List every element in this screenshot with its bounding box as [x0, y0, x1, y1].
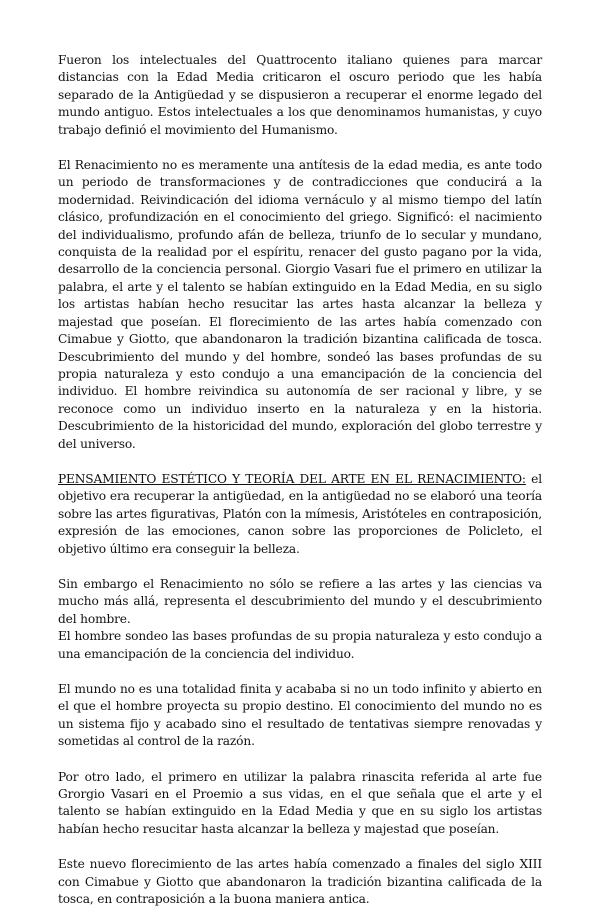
paragraph-mundo: El mundo no es una totalidad finita y acababa si no un todo infinito y abierto en el que el hombre proyecta su propio destino. El conocimiento del mundo no es un sistema fijo y acabado sino el resultado de tentativas siempre renovadas y sometidas al control de la razón. [58, 682, 542, 749]
section-text: el objetivo era recuperar la antigüedad, en la antigüedad no se elaboró una teoría sobre las artes figurativas, Platón con la mímesis, Aristóteles en contraposición, expresión de las emociones, canon sobre las proporciones de Policleto, el objetivo último era conseguir la belleza. [58, 471, 542, 556]
paragraph-descubrimiento: Sin embargo el Renacimiento no sólo se refiere a las artes y las ciencias va mucho más allá, representa el descubrimiento del mundo y el descubrimiento del hombre. [58, 576, 542, 626]
paragraph-humanistas: Fueron los intelectuales del Quattrocento italiano quienes para marcar distancias con la Edad Media criticaron el oscuro periodo que les había separado de la Antigüedad y se dispusieron a recuperar el enorme legado del mundo antiguo. Estos intelectuales a los que denominamos humanistas, y cuyo trabajo definió el movimiento del Humanismo. [58, 53, 542, 137]
paragraph-hombre: El hombre sondeo las bases profundas de su propia naturaleza y esto condujo a una emancipación de la conciencia del individuo. [58, 629, 542, 661]
paragraph-renacimiento: El Renacimiento no es meramente una antítesis de la edad media, es ante todo un periodo de transformaciones y de contradicciones que conducirá a la modernidad. Reivindicación del idioma vernáculo y al mismo tiempo del latín clásico, profundización en el conocimiento del griego. Significó: el nacimiento del individualismo, profundo afán de belleza, triunfo de lo secular y mundano, conquista de la realidad por el espíritu, renacer del gusto pagano por la vida, desarrollo de la conciencia personal. Giorgio Vasari fue el primero en utilizar la palabra, el arte y el talento se habían extinguido en la Edad Media, en su siglo los artistas habían hecho resucitar las artes hasta alcanzar la belleza y majestad que poseían. El florecimiento de las artes había comenzado con Cimabue y Giotto, que abandonaron la tradición bizantina calificada de tosca. Descubrimiento del mundo y del hombre, sondeó las bases profundas de su propia naturaleza y esto condujo a una emancipación de la conciencia del individuo. El hombre reivindica su autonomía de ser racional y libre, y se reconoce como un individuo inserto en la naturaleza y en la historia. Descubrimiento de la historicidad del mundo, exploración del globo terrestre y del universo. [58, 158, 542, 451]
section-heading: PENSAMIENTO ESTÉTICO Y TEORÍA DEL ARTE EN EL RENACIMIENTO: [58, 471, 526, 486]
paragraph-vasari: Por otro lado, el primero en utilizar la palabra rinascita referida al arte fue Grorgio Vasari en el Proemio a sus vidas, en el que señala que el arte y el talento se habían extinguido en la Edad Media y que en su siglo los artistas habían hecho resucitar hasta alcanzar la belleza y majestad que poseían. [58, 769, 542, 836]
paragraph-florecimiento: Este nuevo florecimiento de las artes había comenzado a finales del siglo XIII con Cimabue y Giotto que abandonaron la tradición bizantina calificada de la tosca, en contraposición a la buona maniera antica. [58, 857, 542, 907]
paragraph-pensamiento-estetico [58, 471, 542, 558]
